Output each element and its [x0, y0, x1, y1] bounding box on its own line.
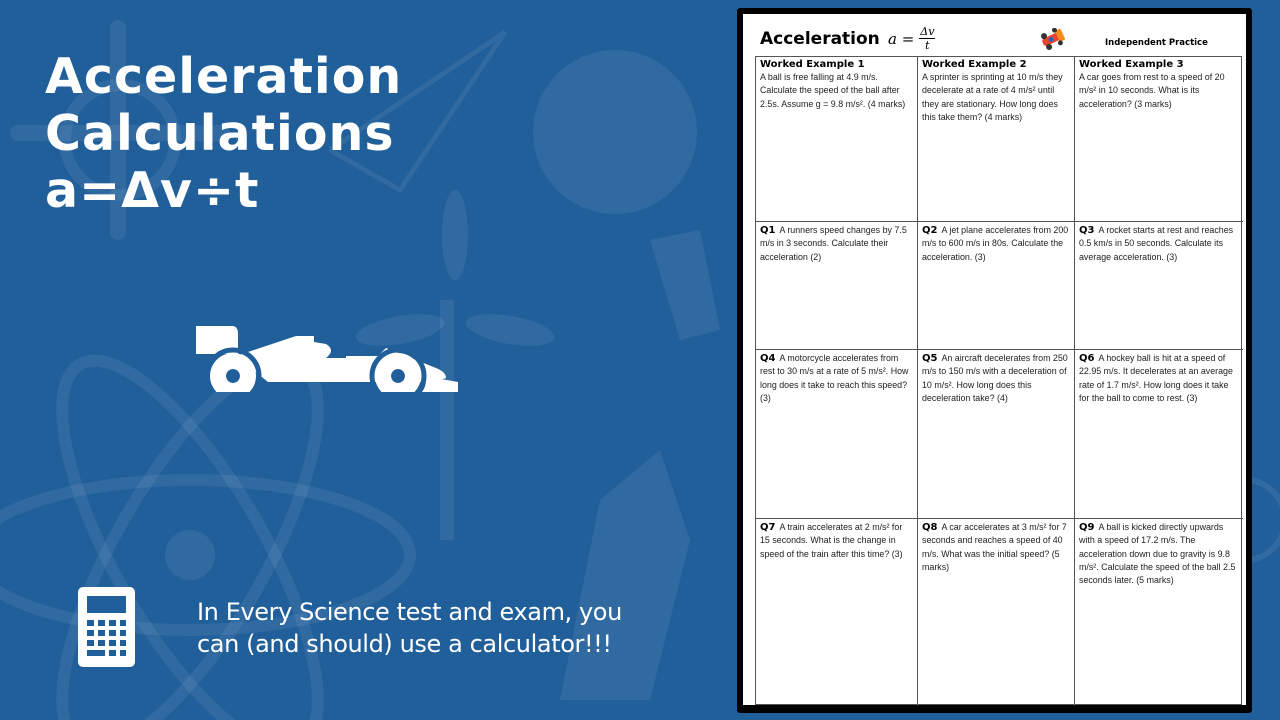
race-car-emoji-icon — [1039, 28, 1065, 50]
question-cell — [756, 222, 918, 350]
independent-practice-label: Independent Practice — [1105, 38, 1208, 48]
worked-example-cell — [756, 57, 918, 222]
worksheet-header — [743, 14, 1246, 62]
worksheet-heading: Acceleration — [760, 29, 880, 49]
question-cell — [1075, 519, 1243, 706]
formula-fraction — [919, 25, 935, 52]
cell-title: Worked Example 3 — [1079, 59, 1184, 70]
calculator-note-line-1: In Every Science test and exam, you — [197, 598, 622, 626]
question-number: Q4 — [760, 353, 776, 364]
title-line-formula: a=Δv÷t — [45, 162, 260, 219]
slide-title — [45, 48, 402, 219]
question-cell — [918, 222, 1075, 350]
cell-title: Worked Example 1 — [760, 59, 865, 70]
title-line-1: Acceleration — [45, 48, 403, 105]
question-cell — [918, 350, 1075, 519]
question-number: Q3 — [1079, 225, 1095, 236]
question-cell — [756, 519, 918, 706]
formula-numerator: Δv — [920, 25, 935, 38]
cell-text: A car goes from rest to a speed of 20 m/s² in 10 seconds. What is its acceleration? (3 marks) — [1079, 72, 1225, 109]
question-text: A jet plane accelerates from 200 m/s to 600 m/s in 80s. Calculate the acceleration. (3) — [922, 225, 1069, 262]
question-number: Q7 — [760, 522, 776, 533]
calculator-note — [197, 596, 697, 660]
calculator-icon — [78, 587, 135, 667]
formula-lhs: a = — [888, 29, 915, 48]
question-number: Q2 — [922, 225, 938, 236]
worked-example-cell — [918, 57, 1075, 222]
calculator-note-line-2: can (and should) use a calculator!!! — [197, 630, 612, 658]
race-car-icon — [196, 326, 460, 392]
formula-denominator: t — [925, 39, 930, 52]
question-text: A car accelerates at 3 m/s² for 7 seconds and reaches a speed of 40 m/s. What was the initial speed? (5 marks) — [922, 522, 1067, 572]
question-number: Q5 — [922, 353, 938, 364]
question-text: A hockey ball is hit at a speed of 22.95 m/s. It decelerates at an average rate of 1.7 m/s². How long does it take for the ball to come to rest. (3) — [1079, 353, 1233, 403]
worksheet-page — [743, 14, 1246, 705]
question-text: A motorcycle accelerates from rest to 30 m/s at a rate of 5 m/s². How long does it take to reach this speed? (3) — [760, 353, 909, 403]
cell-title: Worked Example 2 — [922, 59, 1027, 70]
question-text: A train accelerates at 2 m/s² for 15 seconds. What is the change in speed of the train after this time? (3) — [760, 522, 903, 559]
question-text: A runners speed changes by 7.5 m/s in 3 seconds. Calculate their acceleration (2) — [760, 225, 907, 262]
question-text: A rocket starts at rest and reaches 0.5 km/s in 50 seconds. Calculate its average acceleration. (3) — [1079, 225, 1234, 262]
question-number: Q6 — [1079, 353, 1095, 364]
question-number: Q9 — [1079, 522, 1095, 533]
worked-example-cell — [1075, 57, 1243, 222]
question-cell — [1075, 222, 1243, 350]
question-text: An aircraft decelerates from 250 m/s to 150 m/s with a deceleration of 10 m/s². How long does this deceleration take? (4) — [922, 353, 1068, 403]
question-number: Q8 — [922, 522, 938, 533]
cell-text: A ball is free falling at 4.9 m/s. Calculate the speed of the ball after 2.5s. Assume g = 9.8 m/s². (4 marks) — [760, 72, 906, 109]
question-number: Q1 — [760, 225, 776, 236]
title-line-2: Calculations — [45, 105, 395, 162]
question-cell — [918, 519, 1075, 706]
question-grid — [755, 56, 1242, 705]
question-cell — [1075, 350, 1243, 519]
cell-text: A sprinter is sprinting at 10 m/s they decelerate at a rate of 4 m/s² until they are stationary. How long does this take them? (4 marks) — [922, 72, 1063, 122]
question-cell — [756, 350, 918, 519]
question-text: A ball is kicked directly upwards with a speed of 17.2 m/s. The acceleration down due to gravity is 9.8 m/s². Calculate the speed of the ball 2.5 seconds later. (5 marks) — [1079, 522, 1236, 586]
acceleration-formula — [888, 25, 935, 52]
worksheet — [737, 8, 1252, 713]
